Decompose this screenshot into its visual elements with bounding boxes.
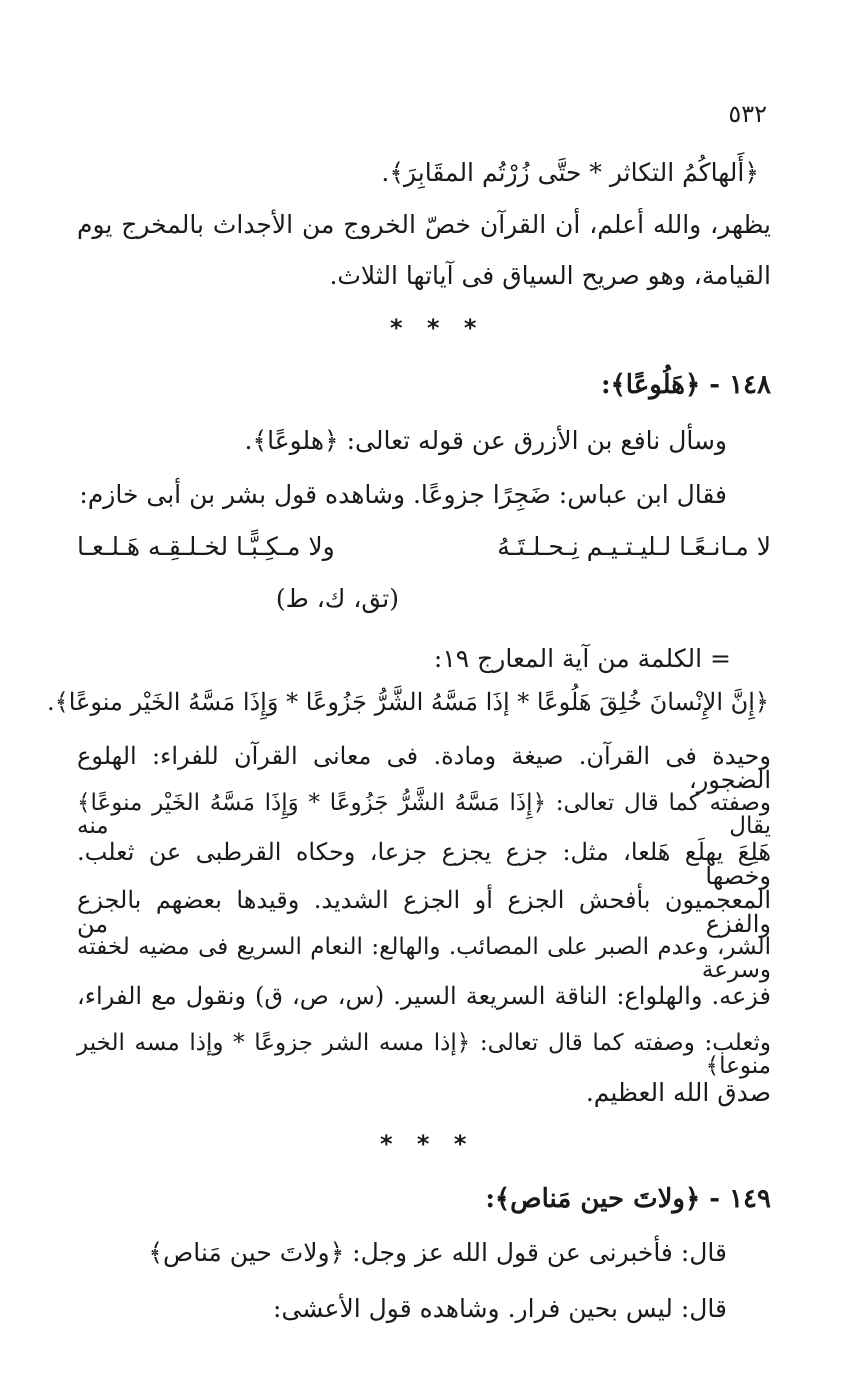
quran-verse-line: ﴿أَلهاكُمُ التكاثر * حتَّى زُرْتُم المقَابِرَ﴾. xyxy=(381,158,759,187)
paragraph-line: فزعه. والهلواع: الناقة السريعة السير. (س، ص، ق) ونقول مع الفراء، xyxy=(77,982,771,1010)
poetry-hemistich-first: لا مـانـعًـا لـليـتـيـم نِـحـلـتَـهُ xyxy=(497,532,771,561)
paragraph-line: هَلِعَ يهلَع هَلعا، مثل: جزع يجزع جزعا، وحكاه القرطبى عن ثعلب. وخصها xyxy=(77,838,771,890)
page-number: ٥٣٢ xyxy=(728,100,767,128)
paragraph-line: قال: ليس بحين فرار. وشاهده قول الأعشى: xyxy=(272,1294,727,1323)
paragraph-line: = الكلمة من آية المعارج ١٩: xyxy=(433,644,731,673)
paragraph-line: وسأل نافع بن الأزرق عن قوله تعالى: ﴿هلوعًا﴾. xyxy=(244,426,727,455)
source-citation: (تق، ك، ط) xyxy=(275,584,399,613)
poetry-hemistich-second: ولا مـكِـبًّـا لخـلـقِـه هَـلـعـا xyxy=(77,532,335,561)
paragraph-line: القيامة، وهو صريح السياق فى آياتها الثلاث. xyxy=(329,261,771,290)
quran-verse-line: ﴿إِنَّ الإِنْسانَ خُلِقَ هَلُوعًا * إذَا مَسَّهُ الشَّرُّ جَزُوعًا * وَإِذَا مَسَّهُ الخَيْر منوعًا﴾. xyxy=(47,688,769,716)
poetry-verse xyxy=(77,532,771,561)
paragraph-line: وثعلب: وصفته كما قال تعالى: ﴿إذا مسه الشر جزوعًا * وإذا مسه الخير منوعا﴾ xyxy=(77,1030,771,1079)
paragraph-line: المعجميون بأفحش الجزع أو الجزع الشديد. وقيدها بعضهم بالجزع والفزع من xyxy=(77,886,771,938)
paragraph-line: صدق الله العظيم. xyxy=(585,1078,771,1107)
section-divider-stars: * * * xyxy=(390,314,485,342)
paragraph-line: الشر، وعدم الصبر على المصائب. والهالع: النعام السريع فى مضيه لخفته وسرعة xyxy=(77,934,771,983)
paragraph-line: وحيدة فى القرآن. صيغة ومادة. فى معانى القرآن للفراء: الهلوع الضجور، xyxy=(77,742,771,794)
section-divider-stars: * * * xyxy=(380,1130,475,1158)
paragraph-line: فقال ابن عباس: ضَجِرًا جزوعًا. وشاهده قول بشر بن أبى خازم: xyxy=(79,480,727,509)
paragraph-line: يظهر، والله أعلم، أن القرآن خصّ الخروج من الأجداث بالمخرج يوم xyxy=(77,210,771,239)
entry-heading-149: ١٤٩ - ﴿ولاتَ حين مَناص﴾: xyxy=(485,1184,771,1214)
paragraph-line: وصفته كما قال تعالى: ﴿إِذَا مَسَّهُ الشَّرُّ جَزُوعًا * وَإِذَا مَسَّهُ الخَيْر منوعًا﴾ يقال منه xyxy=(77,790,771,839)
entry-heading-148: ١٤٨ - ﴿هَلُوعًا﴾: xyxy=(600,370,771,400)
paragraph-line: قال: فأخبرنى عن قول الله عز وجل: ﴿ولاتَ حين مَناص﴾ xyxy=(148,1238,727,1267)
